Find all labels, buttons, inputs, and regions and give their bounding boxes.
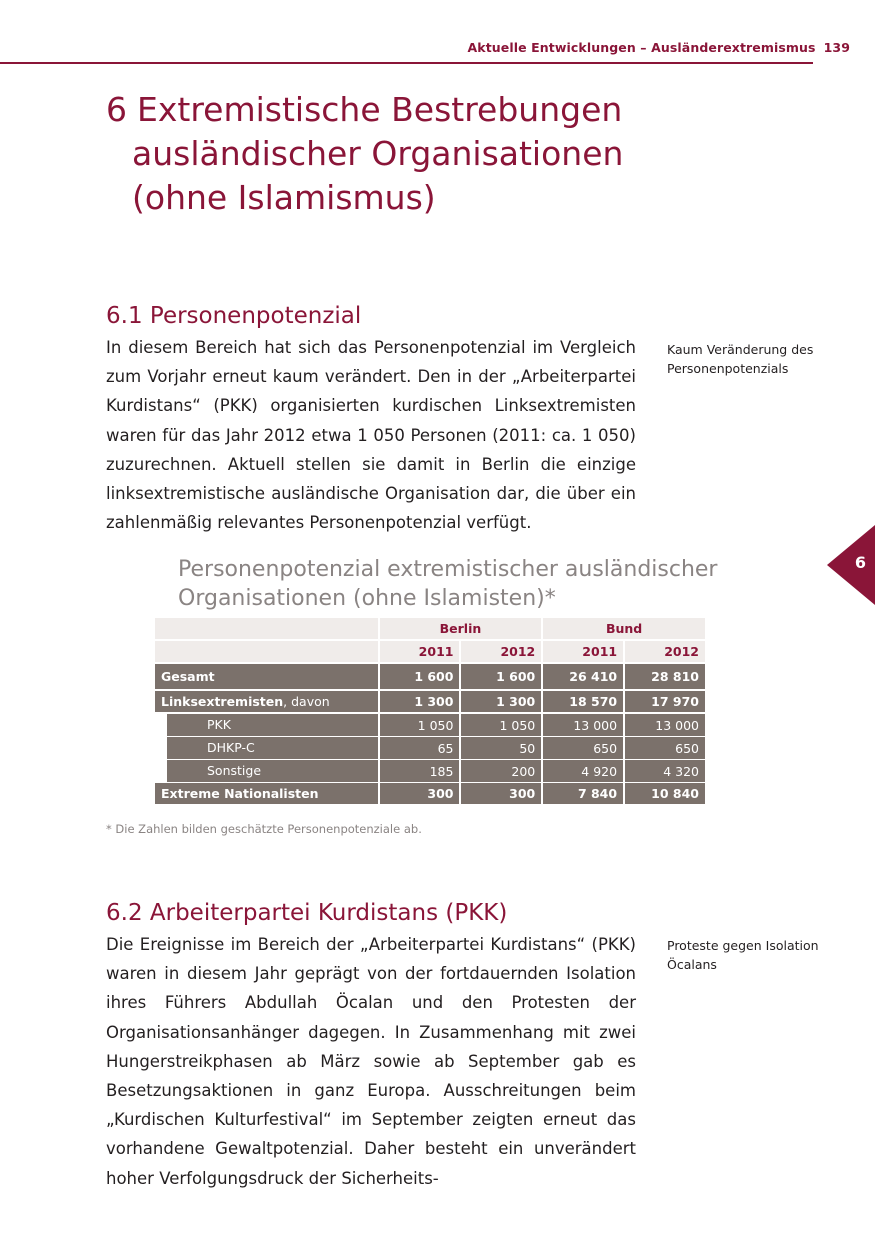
table-cell: 26 410 [543,664,625,691]
header-rule [0,62,813,64]
table-cell: 13 000 [625,714,707,737]
table-title-line-2: Organisationen (ohne Islamisten)* [178,586,556,611]
table-cell: 650 [543,737,625,760]
chapter-title-line-1: Extremistische Bestrebungen [137,90,623,129]
chapter-tab-number: 6 [854,553,866,572]
chapter-title-line-2: ausländischer Organisationen [132,134,624,173]
table-row [155,737,707,760]
table-cell: 50 [461,737,543,760]
year-header: 2012 [461,641,543,664]
table-header-blank [155,618,380,641]
row-label [155,691,380,714]
table-year-header-row [155,641,707,664]
table-cell: 13 000 [543,714,625,737]
table-cell: 650 [625,737,707,760]
table-row [155,714,707,737]
section-1-title: 6.1 Personenpotenzial [106,303,362,329]
table-cell: 7 840 [543,783,625,806]
year-header: 2011 [380,641,462,664]
table-cell: 18 570 [543,691,625,714]
running-header [468,40,850,55]
table-row [155,691,707,714]
table-group-header-row [155,618,707,641]
table-cell: 300 [461,783,543,806]
table-title [178,555,738,613]
section-1-paragraph: In diesem Bereich hat sich das Personenpotenzial im Vergleich zum Vorjahr erneut kaum verändert. Den in der „Arbeiterpartei Kurdistans“ (PKK) organisierten kurdischen Linksextremisten waren für das Jahr 2012 etwa 1 050 Personen (2011: ca. 1 050) zuzurechnen. Aktuell stellen sie damit in Berlin die einzige linksextremistische ausländische Organisation dar, die über ein zahlenmäßig relevantes Personenpotenzial verfügt. [106,338,636,533]
table-cell: 17 970 [625,691,707,714]
row-label: Extreme Nationalisten [155,783,380,806]
table-title-line-1: Personenpotenzial extremistischer ausländischer [178,557,718,582]
row-label: PKK [155,714,380,737]
running-title: Aktuelle Entwicklungen – Ausländerextremismus [467,40,816,55]
page-number: 139 [823,40,850,55]
table-cell: 65 [380,737,462,760]
table-cell: 4 920 [543,760,625,783]
table-cell: 1 050 [461,714,543,737]
table-row [155,664,707,691]
section-1-margin-note: Kaum Veränderung des Personenpotenzials [667,342,814,376]
table-cell: 1 600 [380,664,462,691]
table-footnote: * Die Zahlen bilden geschätzte Personenpotenziale ab. [106,822,422,836]
chapter-tab-marker [827,525,875,605]
year-header: 2012 [625,641,707,664]
table-cell: 185 [380,760,462,783]
table-cell: 1 600 [461,664,543,691]
table-cell: 200 [461,760,543,783]
table-cell: 1 300 [380,691,462,714]
table-cell: 28 810 [625,664,707,691]
row-label-suffix: , davon [283,694,330,709]
table-row [155,783,707,806]
table-cell: 1 050 [380,714,462,737]
row-label: DHKP-C [155,737,380,760]
table-header-blank [155,641,380,664]
table-cell: 300 [380,783,462,806]
chapter-title [106,88,666,220]
row-label-text: Linksextremisten [161,694,284,709]
section-2-paragraph: Die Ereignisse im Bereich der „Arbeiterpartei Kurdistans“ (PKK) waren in diesem Jahr geprägt von der fortdauernden Isolation ihres Führers Abdullah Öcalan und den Protesten der Organisationsanhänger dagegen. In Zusammenhang mit zwei Hungerstreikphasen ab März sowie ab September gab es Besetzungsaktionen in ganz Europa. Ausschreitungen beim „Kurdischen Kulturfestival“ im September zeigten erneut das vorhandene Gewaltpotenzial. Daher besteht ein unverändert hoher Verfolgungsdruck der Sicherheits- [106,935,636,1188]
group-header-bund: Bund [543,618,707,641]
table-cell: 4 320 [625,760,707,783]
row-label: Sonstige [155,760,380,783]
personenpotenzial-table [155,618,707,806]
table-row [155,760,707,783]
chapter-title-line-3: (ohne Islamismus) [132,178,436,217]
row-label: Gesamt [155,664,380,691]
table-cell: 10 840 [625,783,707,806]
table-cell: 1 300 [461,691,543,714]
section-2-title: 6.2 Arbeiterpartei Kurdistans (PKK) [106,900,508,926]
section-2-margin-note: Proteste gegen Isolation Öcalans [667,938,819,972]
year-header: 2011 [543,641,625,664]
chapter-number: 6 [106,90,127,129]
group-header-berlin: Berlin [380,618,544,641]
